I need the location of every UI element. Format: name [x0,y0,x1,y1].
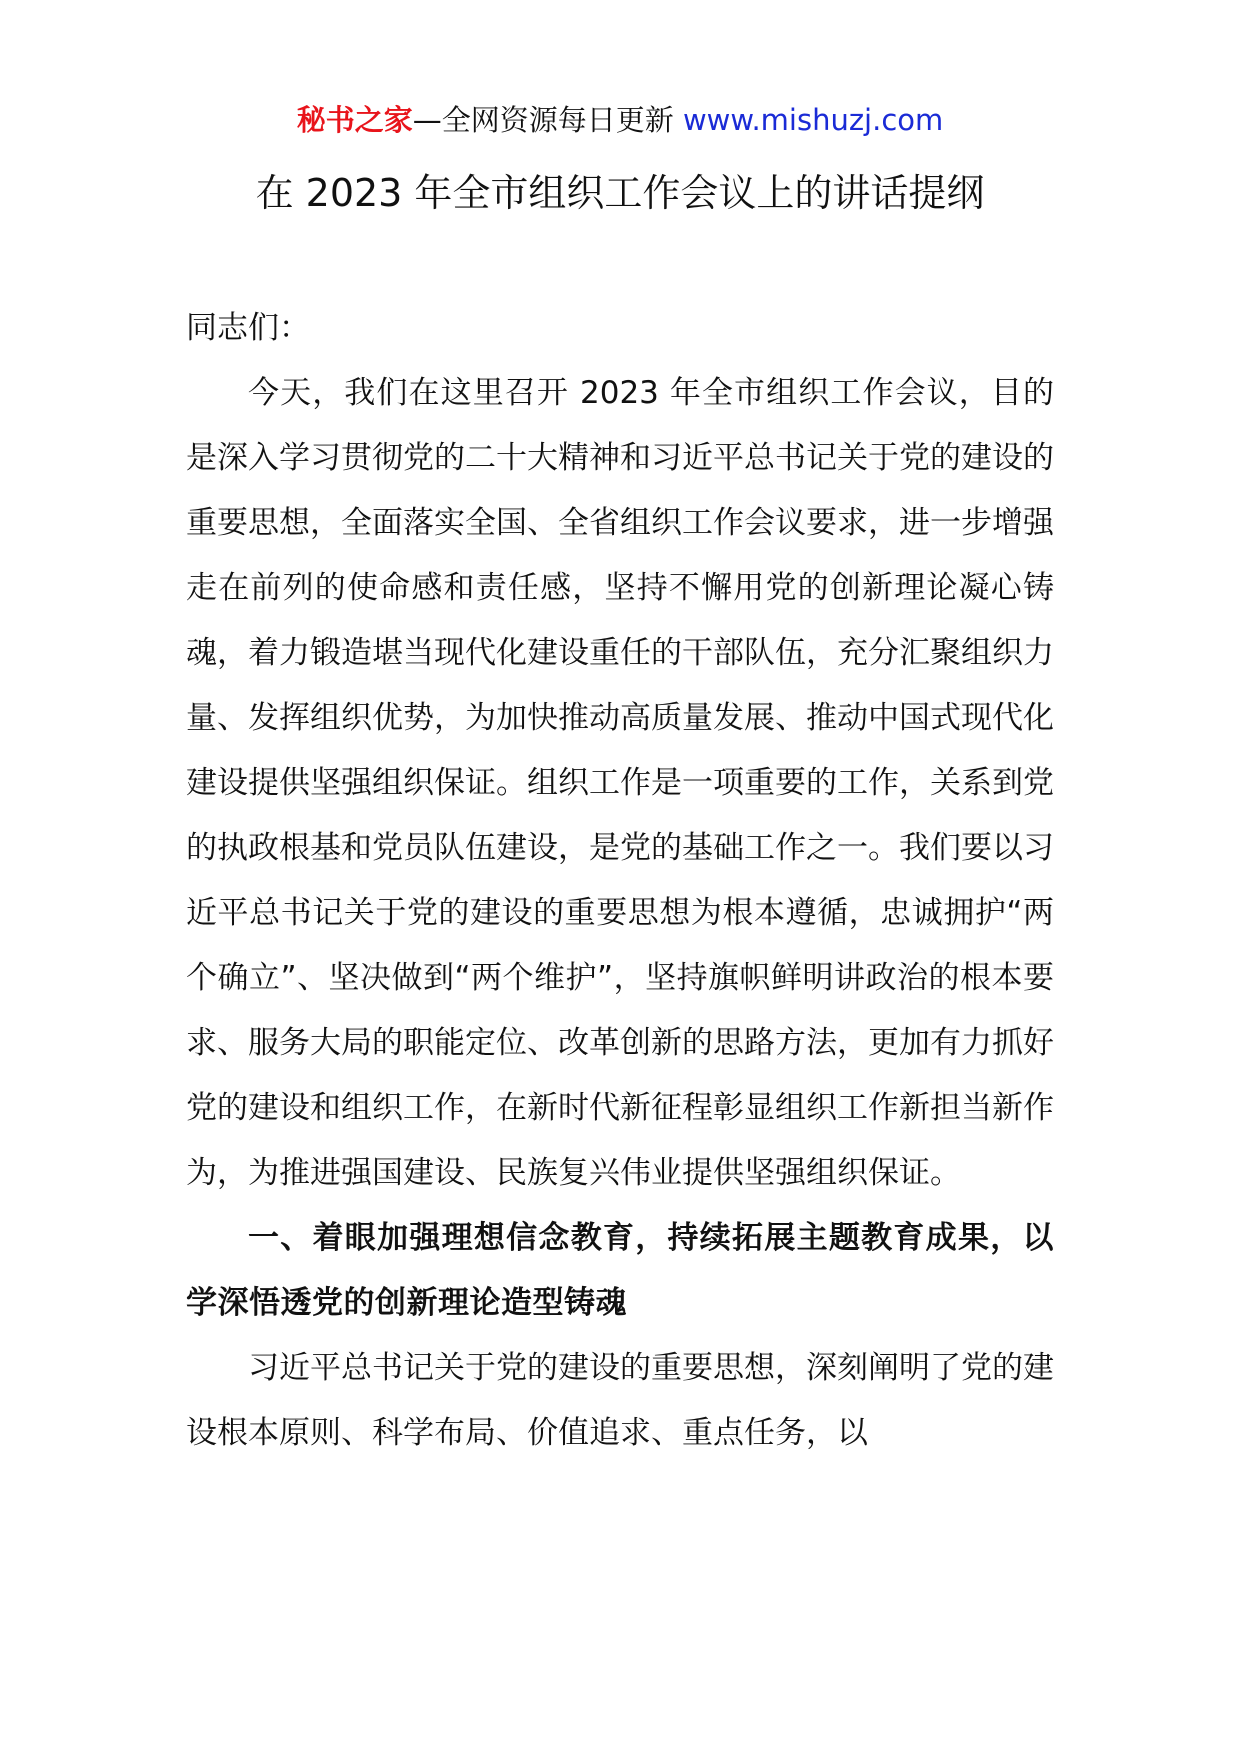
paragraph-section-1: 习近平总书记关于党的建设的重要思想，深刻阐明了党的建设根本原则、科学布局、价值追求、重点任务，以 [186,1350,1054,1451]
paragraph-intro: 今天，我们在这里召开 2023 年全市组织工作会议，目的是深入学习贯彻党的二十大精神和习近平总书记关于党的建设的重要思想，全面落实全国、全省组织工作会议要求，进一步增强走在前列的使命感和责任感，坚持不懈用党的创新理论凝心铸魂，着力锻造堪当现代化建设重任的干部队伍，充分汇聚组织力量、发挥组织优势，为加快推动高质量发展、推动中国式现代化建设提供坚强组织保证。组织工作是一项重要的工作，关系到党的执政根基和党员队伍建设，是党的基础工作之一。我们要以习近平总书记关于党的建设的重要思想为根本遵循，忠诚拥护“两个确立”、坚决做到“两个维护”，坚持旗帜鲜明讲政治的根本要求、服务大局的职能定位、改革创新的思路方法，更加有力抓好党的建设和组织工作，在新时代新征程彰显组织工作新担当新作为，为推进强国建设、民族复兴伟业提供坚强组织保证。 [186,375,1054,1191]
document-body [186,296,1054,1466]
site-header [0,100,1240,140]
salutation: 同志们： [186,310,310,346]
site-url-link[interactable]: www.mishuzj.com [682,103,944,137]
site-tagline: —全网资源每日更新 [412,103,674,137]
section-heading-1: 一、着眼加强理想信念教育，持续拓展主题教育成果，以学深悟透党的创新理论造型铸魂 [186,1220,1054,1321]
site-name: 秘书之家 [296,103,413,137]
document-title: 在 2023 年全市组织工作会议上的讲话提纲 [255,171,985,215]
